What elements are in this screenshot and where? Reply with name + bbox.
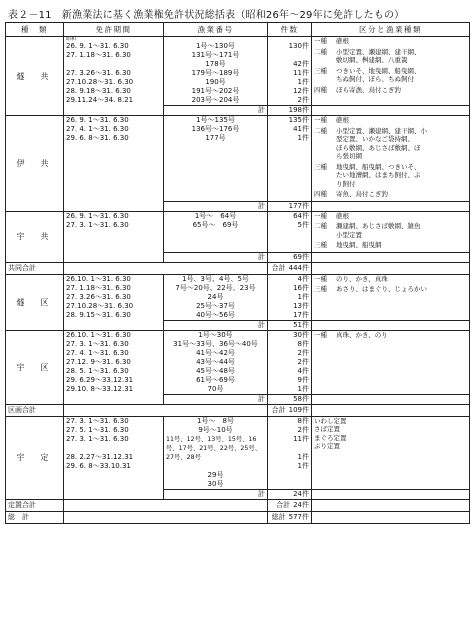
category-kinds: 小型定置、瀬建網、建干網、小 型定置、いかなご袋持網、 ぼら敷網、あじさば敷網、ぼ ら張切網	[336, 126, 427, 160]
period: 27. 1.18～31. 6.30	[66, 51, 131, 59]
kukaku-total-row-value	[268, 404, 312, 416]
category-kinds: 小型定置、瀬建網、建干網、 敷切網、桝建網、八重簀	[336, 47, 421, 64]
periods-cell	[64, 416, 164, 489]
period: 28. 9.18～31. 6.30	[66, 87, 131, 95]
subtotal-label: 計	[164, 320, 268, 330]
count: 2件	[297, 357, 309, 366]
period: 27. 3.26～31. 6.30	[66, 69, 131, 77]
grand-total-row	[6, 511, 470, 523]
total-value: 24件	[293, 500, 309, 509]
blank	[312, 320, 470, 330]
numbers-cell	[164, 416, 268, 489]
header-category: 区分と漁業種類	[312, 23, 470, 37]
period: 27. 3. 1～31. 6.30	[66, 220, 129, 229]
counts-cell	[268, 330, 312, 394]
category-row	[314, 48, 467, 65]
count: 8件	[297, 339, 309, 348]
license-number: 41号～42号	[196, 348, 235, 357]
blank	[312, 252, 470, 262]
period: 27. 1.18～31. 6.30	[66, 283, 131, 292]
license-number: 1号～130号	[196, 42, 235, 50]
counts-cell	[268, 116, 312, 202]
category-row	[314, 127, 467, 161]
table-title: 表２－11 新漁業法に基く漁業権免許状況総括表（昭和26年～29年に免許したもの）	[8, 10, 405, 21]
category-class: 二種	[314, 47, 327, 56]
category-class: 一種	[314, 211, 327, 220]
count: 4件	[297, 366, 309, 375]
section-type: 宇 区	[6, 330, 64, 404]
license-number: 131号～171号	[191, 51, 240, 59]
count: 1件	[297, 461, 309, 470]
kukaku-total-row	[6, 404, 470, 416]
kukaku-total-row-label: 区画合計	[6, 404, 64, 416]
count: 1件	[297, 452, 309, 461]
period: 27. 3. 1～31. 6.30	[66, 434, 129, 443]
blank	[64, 489, 164, 499]
category-class: 一種	[314, 274, 327, 283]
license-number: 203号～204号	[191, 96, 240, 104]
total-label: 合計	[271, 405, 286, 414]
count: 2件	[297, 348, 309, 357]
category-row	[314, 275, 467, 284]
blank	[64, 320, 164, 330]
period: 29. 6. 8～33.10.31	[66, 461, 131, 470]
kyodo-total-row	[6, 262, 470, 274]
count: 1件	[297, 384, 309, 393]
period: 27.12. 9～31. 6.30	[66, 357, 131, 366]
periods-cell	[64, 211, 164, 252]
period: 27. 3.26～31. 6.30	[66, 292, 131, 301]
license-number: 1号、3号、4号、5号	[182, 274, 249, 283]
section-type: 燧 共	[6, 37, 64, 116]
counts-cell	[268, 416, 312, 489]
section-row	[6, 116, 470, 202]
count: 5件	[297, 220, 309, 229]
grand-total-row-value	[268, 511, 312, 523]
count: 13件	[293, 301, 309, 310]
grand-total-row-label: 総 計	[6, 511, 64, 523]
category-row	[314, 190, 467, 199]
category-class: 三種	[314, 241, 327, 249]
period: 29. 6.29～33.12.31	[66, 375, 134, 384]
category-class: 一種	[314, 116, 327, 124]
category-kinds: あさり、はまぐり、じょろかい	[336, 285, 427, 293]
category-kinds: 真珠、かき、のり	[336, 330, 388, 339]
counts-cell	[268, 37, 312, 106]
category-kinds: まぐろ定置	[314, 433, 347, 442]
category-class: 三種	[314, 285, 327, 293]
category-class: 二種	[314, 222, 327, 230]
header-row	[6, 23, 470, 37]
count: 41件	[293, 125, 309, 133]
subtotal-row	[6, 106, 470, 116]
blank	[64, 511, 268, 523]
category-class: 三種	[314, 66, 327, 75]
total-value: 577件	[288, 512, 309, 521]
subtotal-value: 69件	[268, 252, 312, 262]
subtotal-value: 58件	[268, 394, 312, 404]
subtotal-value: 198件	[268, 106, 312, 116]
license-number: 1号～ 8号	[197, 416, 234, 425]
periods-cell	[64, 37, 164, 106]
period: 26. 9. 1～31. 6.30	[66, 116, 129, 124]
subtotal-label: 計	[164, 394, 268, 404]
license-number: 7号～20号、22号、23号	[175, 283, 256, 292]
count: 9件	[297, 375, 309, 384]
kyodo-total-row-label: 共同合計	[6, 262, 64, 274]
license-number: 9号～10号	[198, 425, 233, 434]
license-number: 40号～56号	[196, 310, 235, 319]
numbers-cell	[164, 274, 268, 320]
blank	[64, 252, 164, 262]
count	[270, 51, 309, 60]
teichi-total-row-label: 定置合計	[6, 499, 64, 511]
section-row	[6, 211, 470, 252]
blank	[312, 489, 470, 499]
category-row	[314, 86, 467, 95]
license-number: 1号～135号	[196, 116, 235, 124]
subtotal-value: 177件	[268, 201, 312, 211]
category-kinds: ぶり定置	[314, 442, 340, 450]
header-number: 漁業番号	[164, 23, 268, 37]
license-number: 177号	[205, 134, 226, 142]
count: 64件	[293, 211, 309, 220]
subtotal-row	[6, 252, 470, 262]
license-number: 30号	[207, 479, 224, 488]
count: 11件	[293, 69, 309, 77]
count: 17件	[293, 310, 309, 319]
category-kinds: のり、かき、真珠	[336, 274, 388, 283]
section-row	[6, 330, 470, 394]
blank	[312, 201, 470, 211]
total-value: 444件	[288, 263, 309, 272]
subtotal-row	[6, 489, 470, 499]
period	[66, 60, 161, 69]
subtotal-label: 計	[164, 252, 268, 262]
category-row	[314, 285, 467, 294]
category-class: 三種	[314, 162, 327, 171]
blank	[64, 262, 268, 274]
blank	[64, 499, 268, 511]
counts-cell	[268, 211, 312, 252]
section-type: 宇 共	[6, 211, 64, 262]
categories-cell	[312, 330, 470, 394]
count: 16件	[293, 283, 309, 292]
period: 29.11.24～34. 8.21	[66, 96, 134, 104]
period: 27.10.28～31. 6.30	[66, 301, 134, 310]
category-class: 四種	[314, 85, 327, 94]
periods-cell	[64, 330, 164, 394]
category-row	[314, 37, 467, 46]
categories-cell	[312, 116, 470, 202]
period: 29.10. 8～33.12.31	[66, 384, 134, 393]
total-value: 109件	[288, 405, 309, 414]
subtotal-label: 計	[164, 106, 268, 116]
license-number: 179号～189号	[191, 69, 240, 77]
period: 26.10. 1～31. 6.30	[66, 274, 131, 283]
blank	[312, 106, 470, 116]
category-row	[314, 241, 467, 250]
license-summary-table	[5, 22, 470, 524]
total-label: 合計	[276, 500, 291, 509]
section-row	[6, 274, 470, 320]
numbers-cell	[164, 37, 268, 106]
license-number: 1号～ 64号	[194, 211, 237, 220]
period: 26. 9. 1～31. 6.30	[66, 42, 129, 50]
category-kinds: いわし定置	[314, 416, 347, 425]
period: 27. 4. 1～31. 6.30	[66, 125, 129, 133]
section-type: 宇 定	[6, 416, 64, 499]
section-type: 燧 区	[6, 274, 64, 330]
license-number: 191号～202号	[191, 87, 240, 95]
subtotal-label: 計	[164, 201, 268, 211]
license-number: 25号～37号	[196, 301, 235, 310]
license-number: 45号～48号	[196, 366, 235, 375]
license-number: 70号	[207, 384, 224, 393]
period: 26. 9. 1～31. 6.30	[66, 211, 129, 220]
blank	[64, 201, 164, 211]
count: 30件	[293, 330, 309, 339]
subtotal-row	[6, 394, 470, 404]
category-class: 四種	[314, 190, 327, 198]
blank	[312, 394, 470, 404]
category-kinds: 礁根	[336, 37, 349, 45]
blank	[312, 511, 470, 523]
license-number: 61号～69号	[196, 375, 235, 384]
numbers-cell	[164, 330, 268, 394]
category-kinds: 地曳網、船曳網	[336, 241, 382, 249]
periods-cell	[64, 274, 164, 320]
categories-cell	[312, 211, 470, 252]
blank	[64, 404, 268, 416]
count: 2件	[297, 96, 309, 104]
category-kinds: ぼら寄漁、烏付こぎ釣	[336, 85, 401, 94]
total-label: 総計	[271, 512, 286, 521]
category-class: 一種	[314, 330, 327, 339]
subtotal-row	[6, 320, 470, 330]
period: 26.10. 1～31. 6.30	[66, 330, 131, 339]
period: 27. 4. 1～31. 6.30	[66, 348, 129, 357]
count: 11件	[293, 434, 309, 443]
category-row	[314, 212, 467, 221]
section-row	[6, 416, 470, 489]
header-period: 免許期間	[64, 23, 164, 37]
subtotal-value: 24件	[268, 489, 312, 499]
license-number: 178号	[205, 60, 226, 68]
era-label: 昭和	[66, 37, 77, 42]
license-number: 31号～33号、36号～40号	[173, 339, 258, 348]
count: 130件	[288, 42, 309, 50]
categories-cell	[312, 274, 470, 320]
category-kinds: 瀬建網、あじさば敷網、雑魚 小型定置	[336, 222, 421, 239]
subtotal-label: 計	[164, 489, 268, 499]
numbers-cell	[164, 116, 268, 202]
categories-cell	[312, 37, 470, 106]
category-kinds: つきいそ、地曳網、船曳網、 ちぬ飼付、ぼら、ちぬ飼付	[336, 66, 421, 83]
category-row	[314, 163, 467, 189]
count: 1件	[297, 292, 309, 301]
header-type: 種 類	[6, 23, 64, 37]
category-class: 一種	[314, 37, 327, 45]
license-number: 136号～176号	[191, 125, 240, 133]
category-kinds: 礁根	[336, 116, 349, 124]
period: 27. 5. 1～31. 6.30	[66, 425, 129, 434]
period: 27. 3. 1～31. 6.30	[66, 416, 129, 425]
period: 27. 3. 1～31. 6.30	[66, 339, 129, 348]
count: 1件	[297, 78, 309, 86]
category-row	[314, 222, 467, 239]
blank	[64, 106, 164, 116]
category-kinds: 礁根	[336, 211, 349, 220]
count: 1件	[297, 134, 309, 142]
header-count: 件数	[268, 23, 312, 37]
blank	[312, 262, 470, 274]
teichi-total-row	[6, 499, 470, 511]
blank	[312, 499, 470, 511]
license-number	[166, 462, 265, 471]
table-body	[6, 37, 470, 524]
license-number: 65号～ 69号	[192, 220, 239, 229]
count	[270, 444, 309, 453]
category-row	[314, 67, 467, 84]
subtotal-value: 51件	[268, 320, 312, 330]
blank	[312, 404, 470, 416]
count: 42件	[293, 60, 309, 68]
subtotal-row	[6, 201, 470, 211]
license-number: 43号～44号	[196, 357, 235, 366]
license-number: 1号～30号	[198, 330, 233, 339]
periods-cell	[64, 116, 164, 202]
blank	[64, 394, 164, 404]
period: 29. 6. 8～31. 6.30	[66, 134, 129, 142]
kyodo-total-row-value	[268, 262, 312, 274]
total-label: 合計	[271, 263, 286, 272]
license-number: 29号	[207, 470, 224, 479]
category-row	[314, 116, 467, 125]
license-number: 11号、12号、13号、15号、16号、17号、21号、22号、25号、27号、28号	[166, 435, 262, 461]
period: 27.10.28～31. 6.30	[66, 78, 134, 86]
period: 28. 9.15～31. 6.30	[66, 310, 131, 319]
counts-cell	[268, 274, 312, 320]
count: 135件	[288, 116, 309, 124]
teichi-total-row-value	[268, 499, 312, 511]
category-class: 二種	[314, 126, 327, 135]
count: 12件	[293, 87, 309, 95]
categories-cell	[312, 416, 470, 489]
period	[66, 444, 161, 453]
section-type: 伊 共	[6, 116, 64, 212]
period: 28. 5. 1～31. 6.30	[66, 366, 129, 375]
category-row	[314, 331, 467, 340]
count: 2件	[297, 425, 309, 434]
period: 28. 2.27～31.12.31	[66, 452, 134, 461]
license-number: 24号	[207, 292, 224, 301]
category-kinds: 寄魚、烏付こぎ釣	[336, 190, 388, 198]
count: 8件	[297, 416, 309, 425]
section-row	[6, 37, 470, 106]
category-kinds: さば定置	[314, 425, 340, 433]
category-kinds: 地曳網、船曳網、つきいそ、 たい地漕網、はまち飼付、ぶ り飼付	[336, 162, 421, 188]
license-number: 190号	[205, 78, 226, 86]
count: 4件	[297, 274, 309, 283]
numbers-cell	[164, 211, 268, 252]
